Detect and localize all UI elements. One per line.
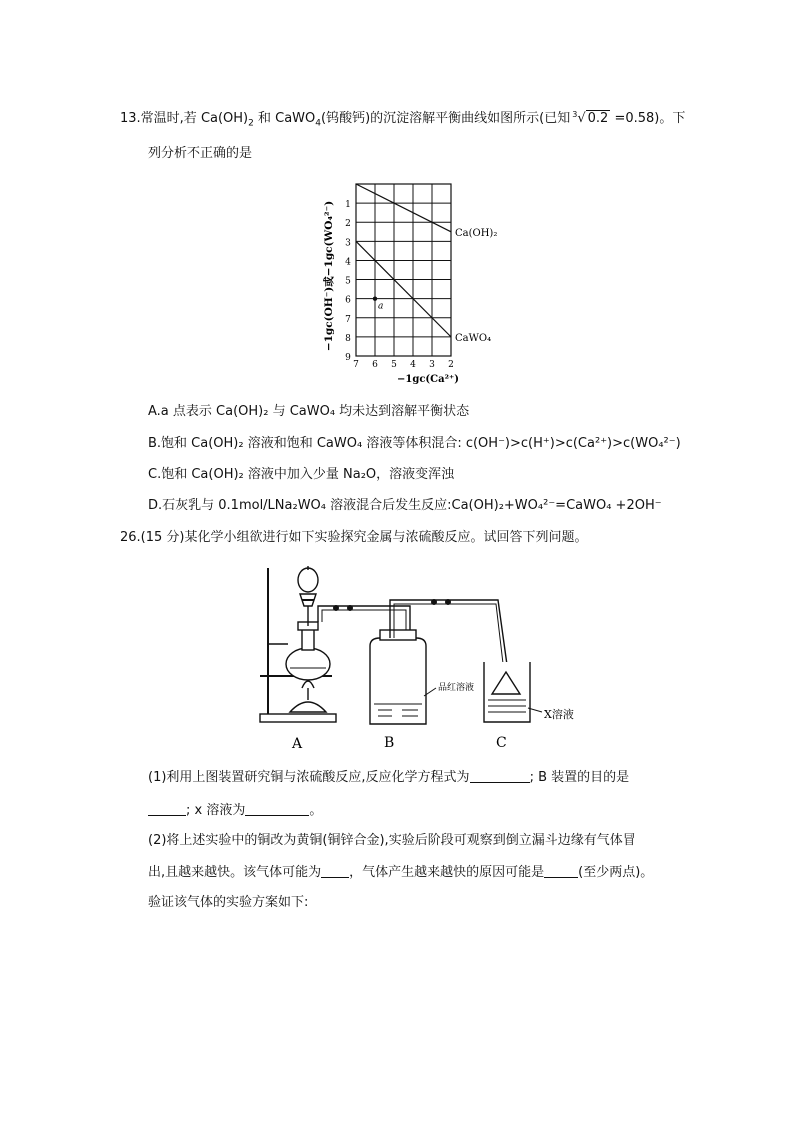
y-tick-label: 9: [345, 353, 351, 363]
q13-option-c: C.饱和 Ca(OH)₂ 溶液中加入少量 Na₂O，溶液变浑浊: [148, 467, 455, 482]
x-tick-label: 4: [410, 360, 416, 370]
q26-text: ; x 溶液为: [186, 803, 246, 818]
solubility-chart: [318, 176, 508, 388]
series-labels: [455, 228, 497, 344]
label-c: C: [496, 735, 507, 751]
q26-text: 出,且越来越快。该气体可能为: [148, 865, 322, 880]
y-tick-label: 3: [345, 238, 351, 249]
label-pinhong: 品红溶液: [438, 683, 475, 693]
label-a: A: [292, 736, 303, 752]
plot-frame: [356, 184, 451, 356]
answer-blank[interactable]: [470, 768, 530, 783]
subscript: 2: [248, 118, 254, 129]
cube-root-sign: √: [577, 111, 586, 126]
root-argument: 0.2: [587, 111, 609, 126]
series-line: [356, 241, 451, 337]
x-tick-label: 3: [429, 360, 435, 370]
answer-blank[interactable]: [148, 801, 186, 816]
label-x-solution: X溶液: [544, 708, 574, 721]
x-tick-label: 6: [372, 360, 378, 370]
chart-grid: [356, 184, 451, 356]
q13-stem-line2: 列分析不正确的是: [148, 146, 253, 161]
x-tick-labels: [353, 360, 454, 370]
q26-text: (至少两点)。: [578, 865, 654, 880]
q13-stem-part: 和 CaWO: [253, 111, 316, 126]
y-tick-label: 6: [345, 295, 351, 306]
answer-blank[interactable]: [321, 863, 349, 878]
label-b: B: [384, 735, 395, 751]
q13-option-b: B.饱和 Ca(OH)₂ 溶液和饱和 CaWO₄ 溶液等体积混合: c(OH⁻)>c(H⁺)>c(Ca²⁺)>c(WO₄²⁻): [148, 436, 681, 451]
q26-text: (1)利用上图装置研究铜与浓硫酸反应,反应化学方程式为: [148, 770, 470, 785]
apparatus-diagram: [252, 562, 582, 754]
y-axis-label: [322, 201, 335, 351]
q26-text: ; B 装置的目的是: [529, 770, 630, 785]
y-tick-label: 5: [345, 276, 351, 287]
q26-part1-line1: [148, 768, 629, 787]
q26-part1-line2: [148, 801, 322, 820]
alcohol-lamp: [290, 681, 326, 712]
q13-stem-part: =0.58)。下: [610, 111, 686, 126]
separatory-funnel: [298, 566, 318, 626]
series-label: CaWO₄: [455, 332, 492, 344]
x-tick-label: 7: [353, 360, 359, 370]
point-a-label: a: [378, 301, 384, 312]
y-tick-label: 4: [345, 257, 351, 268]
x-tick-label: 2: [448, 360, 454, 370]
beaker: [484, 662, 542, 722]
q13-option-a: A.a 点表示 Ca(OH)₂ 与 CaWO₄ 均未达到溶解平衡状态: [148, 404, 470, 419]
answer-blank[interactable]: [544, 863, 578, 878]
y-tick-label: 1: [345, 200, 351, 211]
q26-part2-line2: [148, 863, 653, 882]
y-axis-title: −1gc(OH⁻)或−1gc(WO₄²⁻): [323, 200, 335, 352]
y-tick-label: 7: [345, 314, 351, 325]
q26-text: ，气体产生越来越快的原因可能是: [349, 865, 545, 880]
q13-stem-part: 13.常温时,若 Ca(OH): [120, 111, 249, 126]
q26-title: 26.(15 分)某化学小组欲进行如下实验探究金属与浓硫酸反应。试回答下列问题。: [120, 530, 588, 545]
series-label: Ca(OH)₂: [455, 227, 498, 239]
y-tick-label: 8: [345, 333, 351, 344]
x-tick-label: 5: [391, 360, 397, 370]
point-a-marker: [373, 296, 377, 300]
root-index: 3: [572, 109, 578, 119]
subscript: 4: [315, 118, 322, 129]
q26-part3: 验证该气体的实验方案如下:: [148, 895, 309, 910]
q26-part2-line1: (2)将上述实验中的铜改为黄铜(铜锌合金),实验后阶段可观察到倒立漏斗边缘有气体冒: [148, 833, 636, 848]
x-axis-title: −1gc(Ca²⁺): [397, 374, 459, 385]
q13-option-d: D.石灰乳与 0.1mol/LNa₂WO₄ 溶液混合后发生反应:Ca(OH)₂+WO₄²⁻=CaWO₄ +2OH⁻: [148, 498, 662, 513]
series-line: [356, 184, 451, 232]
q13-stem-line1: [120, 110, 685, 128]
stand-base: [260, 714, 336, 722]
round-bottom-flask: [286, 622, 330, 680]
q26-text: 。: [309, 803, 323, 818]
answer-blank[interactable]: [245, 801, 309, 816]
y-tick-label: 2: [345, 219, 351, 230]
gas-washing-bottle: [370, 630, 436, 724]
q13-stem-part: (钨酸钙)的沉淀溶解平衡曲线如图所示(已知: [321, 111, 571, 126]
y-tick-labels: [345, 200, 351, 363]
